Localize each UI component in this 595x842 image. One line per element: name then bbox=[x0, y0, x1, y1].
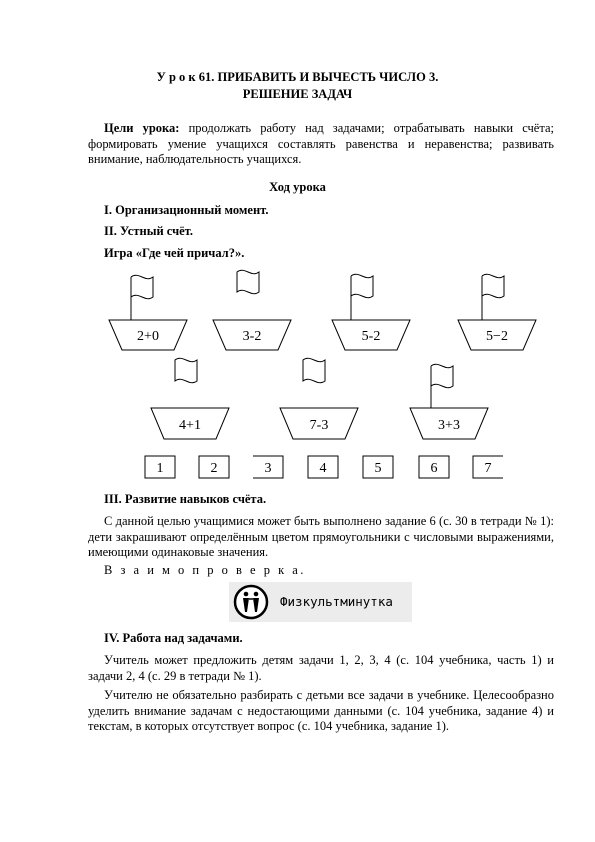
boat-expression: 3+3 bbox=[438, 418, 460, 433]
boat-expression: 7-3 bbox=[309, 418, 329, 433]
fizkult-label: Физкультминутка bbox=[280, 594, 393, 609]
boat-expression: 2+0 bbox=[137, 329, 159, 344]
lesson-goals bbox=[88, 121, 554, 168]
section-4-heading: IV. Работа над задачами. bbox=[104, 631, 243, 645]
lesson-subtitle: РЕШЕНИЕ ЗАДАЧ bbox=[242, 87, 353, 101]
pier-number: 7 bbox=[484, 461, 492, 476]
boats-game-illustration bbox=[0, 260, 595, 485]
section-3-heading: III. Развитие навыков счёта. bbox=[104, 492, 267, 506]
goals-label: Цели урока: bbox=[104, 121, 180, 135]
section-1-heading: I. Организационный момент. bbox=[104, 203, 269, 217]
section-4-paragraph-1: Учитель может предложить детям задачи 1, 2, 3, 4 (с. 104 учебника, часть 1) и задачи 2, 4 (с. 29 в тетради № 1). bbox=[88, 653, 554, 683]
pier-number: 6 bbox=[430, 461, 438, 476]
section-3-text: С данной целью учащимися может быть выполнено задание 6 (с. 30 в тетради № 1): дети закрашивают определённым цветом прямоугольники с числовыми выражениями, имеющими одинаковые значения. bbox=[88, 514, 554, 559]
boat-expression: 3-2 bbox=[242, 329, 262, 344]
goals-text: продолжать работу над задачами; отрабатывать навыки счёта; формировать умение учащихся составлять равенства и неравенства; развивать внимание, наблюдательность учащихся. bbox=[88, 121, 554, 166]
boat-expression: 5-2 bbox=[361, 329, 381, 344]
lesson-title: У р о к 61. ПРИБАВИТЬ И ВЫЧЕСТЬ ЧИСЛО 3. bbox=[156, 70, 439, 84]
section-2-heading: II. Устный счёт. bbox=[104, 224, 194, 238]
pier-number: 1 bbox=[156, 461, 164, 476]
pier-number: 3 bbox=[264, 461, 272, 476]
pier-number: 5 bbox=[374, 461, 382, 476]
people-icon bbox=[233, 584, 269, 620]
boat-expression: 5−2 bbox=[486, 329, 508, 344]
pier-number: 4 bbox=[319, 461, 327, 476]
mutual-check-label: В з а и м о п р о в е р к а. bbox=[104, 563, 306, 577]
pier-number: 2 bbox=[210, 461, 218, 476]
section-4-paragraph-2: Учителю не обязательно разбирать с детьми все задачи в учебнике. Целесообразно уделить внимание задачам с недостающими данными (с. 104 учебника, задание 4) и текстам, в которых отсутствует вопрос (с. 104 учебника, задание 1). bbox=[88, 688, 554, 733]
boat-expression: 4+1 bbox=[179, 418, 201, 433]
course-heading: Ход урока bbox=[269, 180, 326, 194]
game-title: Игра «Где чей причал?». bbox=[104, 246, 245, 260]
